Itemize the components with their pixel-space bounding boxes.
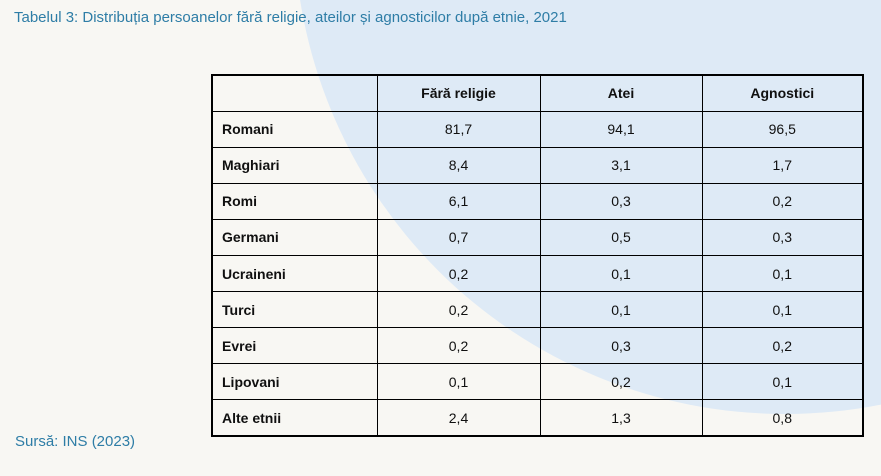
cell-value: 0,2 (702, 328, 863, 364)
cell-value: 0,2 (702, 183, 863, 219)
cell-value: 0,2 (377, 255, 540, 291)
row-label: Romi (212, 183, 377, 219)
cell-value: 0,3 (540, 328, 702, 364)
table-row-maghiari (212, 147, 863, 183)
row-label: Romani (212, 111, 377, 147)
header-row (212, 75, 863, 111)
cell-value: 8,4 (377, 147, 540, 183)
header-cell-atei: Atei (540, 75, 702, 111)
header-cell-fara-religie: Fără religie (377, 75, 540, 111)
table-row-romani (212, 111, 863, 147)
table-row-evrei (212, 328, 863, 364)
ethnicity-religion-table (211, 74, 864, 437)
header-cell-empty (212, 75, 377, 111)
row-label: Evrei (212, 328, 377, 364)
row-label: Maghiari (212, 147, 377, 183)
cell-value: 0,1 (540, 292, 702, 328)
cell-value: 0,2 (377, 292, 540, 328)
row-label: Turci (212, 292, 377, 328)
cell-value: 0,1 (377, 364, 540, 400)
row-label: Ucraineni (212, 255, 377, 291)
cell-value: 0,2 (377, 328, 540, 364)
cell-value: 81,7 (377, 111, 540, 147)
cell-value: 0,5 (540, 219, 702, 255)
table-row-ucraineni (212, 255, 863, 291)
row-label: Germani (212, 219, 377, 255)
table-title: Tabelul 3: Distribuția persoanelor fără religie, ateilor și agnosticilor după etnie, 2021 (14, 9, 567, 26)
row-label: Alte etnii (212, 400, 377, 436)
cell-value: 94,1 (540, 111, 702, 147)
cell-value: 0,1 (540, 255, 702, 291)
cell-value: 96,5 (702, 111, 863, 147)
row-label: Lipovani (212, 364, 377, 400)
cell-value: 1,3 (540, 400, 702, 436)
cell-value: 0,2 (540, 364, 702, 400)
header-cell-agnostici: Agnostici (702, 75, 863, 111)
cell-value: 0,3 (702, 219, 863, 255)
table-row-turci (212, 292, 863, 328)
cell-value: 1,7 (702, 147, 863, 183)
cell-value: 2,4 (377, 400, 540, 436)
cell-value: 6,1 (377, 183, 540, 219)
table-row-romi (212, 183, 863, 219)
cell-value: 0,1 (702, 292, 863, 328)
cell-value: 0,7 (377, 219, 540, 255)
table-row-alte-etnii (212, 400, 863, 436)
cell-value: 0,1 (702, 364, 863, 400)
cell-value: 0,8 (702, 400, 863, 436)
cell-value: 0,1 (702, 255, 863, 291)
table-row-lipovani (212, 364, 863, 400)
cell-value: 0,3 (540, 183, 702, 219)
table-row-germani (212, 219, 863, 255)
cell-value: 3,1 (540, 147, 702, 183)
source-note: Sursă: INS (2023) (15, 433, 136, 450)
